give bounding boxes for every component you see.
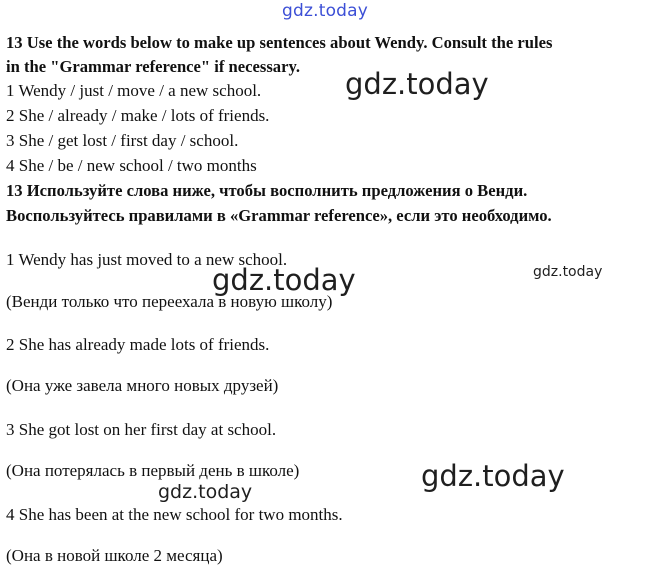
answer-2-en: 2 She has already made lots of friends. [6, 335, 270, 354]
answer-1-ru: (Венди только что переехала в новую школу) [6, 292, 333, 311]
answer-3-en: 3 She got lost on her first day at school. [6, 420, 277, 439]
prompt-2: 2 She / already / make / lots of friends. [6, 106, 270, 125]
watermark-3: gdz.today [533, 264, 603, 280]
task-heading-ru-line1: 13 Используйте слова ниже, чтобы восполнить предложения о Венди. [6, 181, 528, 200]
answer-2-ru: (Она уже завела много новых друзей) [6, 376, 279, 395]
task-heading-en-line1: 13 Use the words below to make up sentences about Wendy. Consult the rules [6, 33, 553, 52]
prompt-3: 3 She / get lost / first day / school. [6, 131, 239, 150]
answer-1-en: 1 Wendy has just moved to a new school. [6, 250, 288, 269]
watermark-1: gdz.today [345, 67, 489, 101]
prompt-4: 4 She / be / new school / two months [6, 156, 257, 175]
watermark-4: gdz.today [421, 459, 565, 493]
watermark-top: gdz.today [282, 1, 369, 21]
task-heading-en-line2: in the "Grammar reference" if necessary. [6, 57, 300, 76]
task-heading-ru-line2: Воспользуйтесь правилами в «Grammar reference», если это необходимо. [6, 206, 552, 225]
answer-3-ru: (Она потерялась в первый день в школе) [6, 461, 300, 480]
answer-4-en: 4 She has been at the new school for two months. [6, 505, 343, 524]
watermark-5: gdz.today [158, 481, 253, 503]
watermark-2: gdz.today [212, 263, 356, 297]
prompt-1: 1 Wendy / just / move / a new school. [6, 81, 262, 100]
answer-4-ru: (Она в новой школе 2 месяца) [6, 546, 223, 565]
